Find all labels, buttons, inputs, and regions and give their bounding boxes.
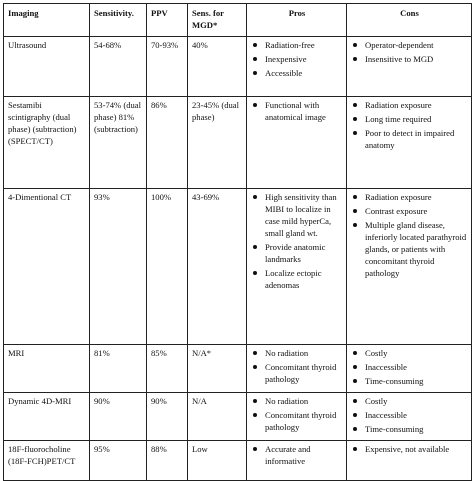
header-row (4, 4, 472, 37)
cons-list-item: Poor to detect in impaired anatomy (351, 127, 468, 151)
cons-list (351, 191, 468, 279)
header-sens-mgd: Sens. for MGD* (188, 4, 247, 37)
cons-list-item: Long time required (351, 113, 468, 125)
pros-list-item: High sensitivity than MIBI to localize in case mild hyperCa, small gland wt. (251, 191, 343, 239)
pros-list-item: Functional with anatomical image (251, 99, 343, 123)
pros-list-item: Accurate and informative (251, 443, 343, 467)
cons-list-item: Radiation exposure (351, 99, 468, 111)
cell-sens-mgd: N/A (188, 393, 247, 441)
cons-list-item: Inaccessible (351, 409, 468, 421)
cell-imaging: 18F-fluorocholine (18F-FCH)PET/CT (4, 441, 90, 481)
pros-list-item: Radiation-free (251, 39, 343, 51)
cons-list-item: Expensive, not available (351, 443, 468, 455)
cell-sensitivity: 53-74% (dual phase) 81% (subtraction) (90, 97, 147, 189)
cons-list-item: Operator-dependent (351, 39, 468, 51)
cons-list-item: Time-consuming (351, 423, 468, 435)
cell-cons (347, 393, 472, 441)
cons-list-item: Insensitive to MGD (351, 53, 468, 65)
header-cons: Cons (347, 4, 472, 37)
table-row (4, 37, 472, 97)
cell-cons (347, 37, 472, 97)
table-row (4, 345, 472, 393)
table-row (4, 189, 472, 345)
cell-cons (347, 345, 472, 393)
header-sensitivity: Sensitivity. (90, 4, 147, 37)
pros-list (251, 443, 343, 467)
cons-list-item: Multiple gland disease, inferiorly located parathyroid glands, or patients with concomitant thyroid pathology (351, 219, 468, 279)
cons-list (351, 99, 468, 151)
header-imaging: Imaging (4, 4, 90, 37)
header-pros: Pros (247, 4, 347, 37)
cons-list-item: Costly (351, 347, 468, 359)
imaging-comparison-table (3, 3, 472, 481)
cons-list-item: Radiation exposure (351, 191, 468, 203)
pros-list (251, 39, 343, 79)
cell-sens-mgd: 23-45% (dual phase) (188, 97, 247, 189)
header-ppv: PPV (147, 4, 188, 37)
pros-list-item: Accessible (251, 67, 343, 79)
pros-list-item: No radiation (251, 395, 343, 407)
pros-list-item: Concomitant thyroid pathology (251, 409, 343, 433)
pros-list (251, 395, 343, 433)
cell-pros (247, 345, 347, 393)
cell-pros (247, 37, 347, 97)
pros-list-item: No radiation (251, 347, 343, 359)
pros-list-item: Localize ectopic adenomas (251, 267, 343, 291)
cons-list (351, 347, 468, 387)
pros-list-item: Concomitant thyroid pathology (251, 361, 343, 385)
cell-ppv: 70-93% (147, 37, 188, 97)
cell-sensitivity: 54-68% (90, 37, 147, 97)
cell-sens-mgd: 43-69% (188, 189, 247, 345)
cell-pros (247, 97, 347, 189)
cons-list-item: Costly (351, 395, 468, 407)
pros-list (251, 191, 343, 291)
pros-list (251, 99, 343, 123)
cell-cons (347, 97, 472, 189)
cons-list (351, 443, 468, 455)
table-body (4, 37, 472, 481)
table-row (4, 393, 472, 441)
pros-list-item: Inexpensive (251, 53, 343, 65)
cell-pros (247, 189, 347, 345)
cell-sens-mgd: N/A* (188, 345, 247, 393)
cell-ppv: 86% (147, 97, 188, 189)
cons-list-item: Time-consuming (351, 375, 468, 387)
table-row (4, 97, 472, 189)
cons-list-item: Inaccessible (351, 361, 468, 373)
cell-sensitivity: 93% (90, 189, 147, 345)
cons-list (351, 39, 468, 65)
cell-cons (347, 189, 472, 345)
cell-imaging: Dynamic 4D-MRI (4, 393, 90, 441)
cell-imaging: Ultrasound (4, 37, 90, 97)
cons-list (351, 395, 468, 435)
cell-pros (247, 393, 347, 441)
cell-ppv: 100% (147, 189, 188, 345)
cell-imaging: 4-Dimentional CT (4, 189, 90, 345)
cell-sensitivity: 95% (90, 441, 147, 481)
cell-sens-mgd: Low (188, 441, 247, 481)
pros-list-item: Provide anatomic landmarks (251, 241, 343, 265)
cell-ppv: 90% (147, 393, 188, 441)
cell-ppv: 88% (147, 441, 188, 481)
pros-list (251, 347, 343, 385)
cell-imaging: Sestamibi scintigraphy (dual phase) (subtraction) (SPECT/CT) (4, 97, 90, 189)
cell-imaging: MRI (4, 345, 90, 393)
cell-ppv: 85% (147, 345, 188, 393)
cell-sens-mgd: 40% (188, 37, 247, 97)
cell-sensitivity: 90% (90, 393, 147, 441)
cell-sensitivity: 81% (90, 345, 147, 393)
comparison-table-container (3, 3, 471, 481)
cons-list-item: Contrast exposure (351, 205, 468, 217)
